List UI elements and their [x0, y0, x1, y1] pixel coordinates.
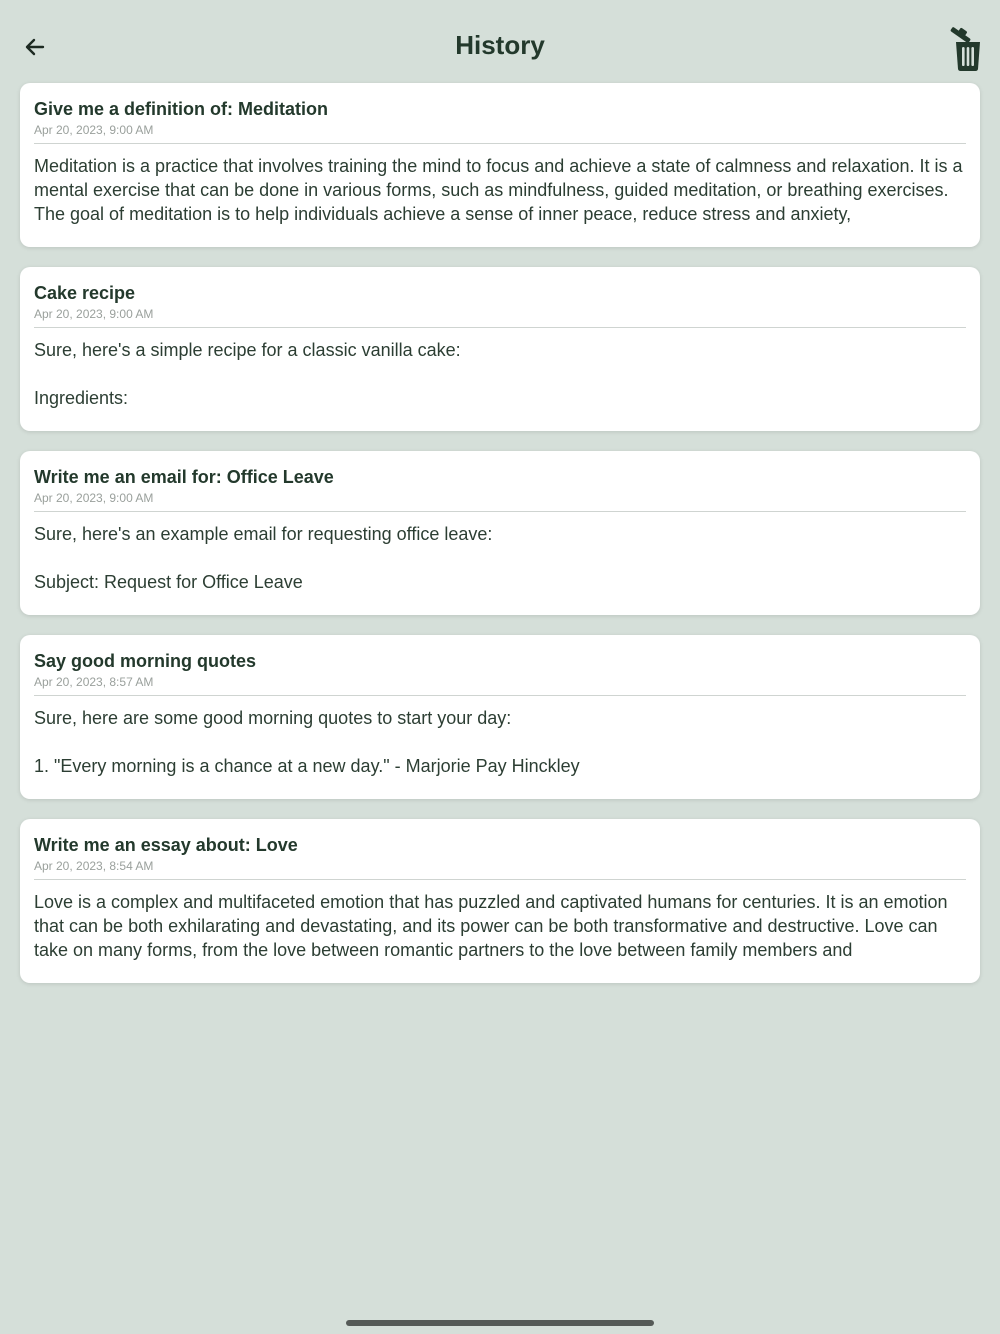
history-card-preview: Sure, here's an example email for requesting office leave: Subject: Request for Office Leave — [34, 524, 493, 592]
history-card[interactable] — [20, 819, 980, 983]
history-card[interactable] — [20, 83, 980, 247]
history-card[interactable] — [20, 635, 980, 799]
history-card-title: Give me a definition of: Meditation — [34, 99, 329, 119]
history-card-title: Say good morning quotes — [34, 651, 257, 671]
history-card[interactable] — [20, 267, 980, 431]
history-card-title: Write me an essay about: Love — [34, 835, 298, 855]
history-card-date: Apr 20, 2023, 8:54 AM — [34, 859, 154, 873]
history-card[interactable] — [20, 451, 980, 615]
history-card-date: Apr 20, 2023, 8:57 AM — [34, 675, 154, 689]
delete-all-button[interactable] — [946, 24, 988, 72]
divider — [34, 327, 966, 328]
page-title: History — [455, 30, 545, 60]
divider — [34, 879, 966, 880]
history-card-title: Cake recipe — [34, 283, 136, 303]
history-card-preview: Sure, here's a simple recipe for a classic vanilla cake: Ingredients: — [34, 340, 461, 408]
history-card-date: Apr 20, 2023, 9:00 AM — [34, 123, 154, 137]
history-card-preview: Meditation is a practice that involves training the mind to focus and achieve a state of calmness and relaxation. It is a mental exercise that can be done in various forms, such as mindfulness, guided meditation, or breathing exercises. The goal of meditation is to help individuals achieve a sense of inner peace, reduce stress and anxiety, — [34, 156, 963, 224]
history-card-date: Apr 20, 2023, 9:00 AM — [34, 307, 154, 321]
divider — [34, 143, 966, 144]
divider — [34, 511, 966, 512]
history-card-preview: Love is a complex and multifaceted emotion that has puzzled and captivated humans for centuries. It is an emotion that can be both exhilarating and devastating, and its power can be both transformative and destructive. Love can take on many forms, from the love between romantic partners to the love between family members and — [34, 892, 948, 960]
history-list — [20, 83, 980, 1003]
history-card-date: Apr 20, 2023, 9:00 AM — [34, 491, 154, 505]
history-card-preview: Sure, here are some good morning quotes to start your day: 1. "Every morning is a chance at a new day." - Marjorie Pay Hinckley — [34, 708, 580, 776]
home-indicator[interactable] — [346, 1320, 654, 1326]
trash-delete-icon — [946, 24, 988, 72]
header — [0, 20, 1000, 78]
history-card-title: Write me an email for: Office Leave — [34, 467, 334, 487]
divider — [34, 695, 966, 696]
